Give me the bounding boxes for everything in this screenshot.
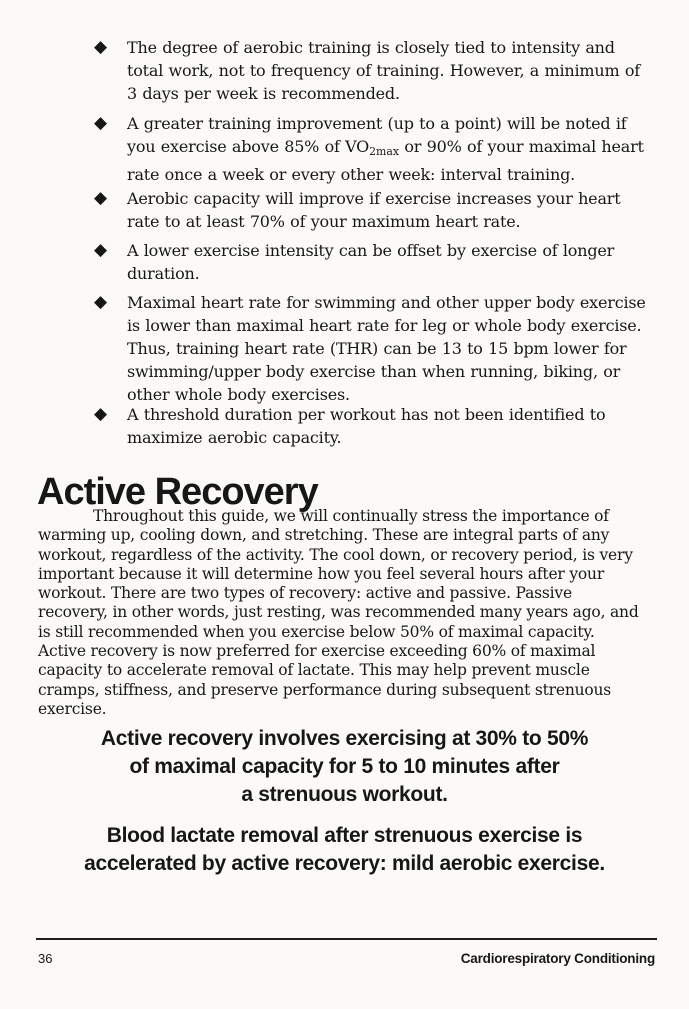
section-heading: Active Recovery: [37, 471, 318, 514]
bullet-text: [127, 291, 646, 406]
text-line: swimming/upper body exercise than when running, biking, or: [127, 362, 621, 381]
bullet-text: [127, 239, 614, 285]
text-line: Maximal heart rate for swimming and other upper body exercise: [127, 293, 646, 312]
text-line: of maximal capacity for 5 to 10 minutes after: [129, 755, 560, 778]
text-line: rate to at least 70% of your maximum heart rate.: [127, 212, 521, 231]
bullet-item: [94, 403, 605, 449]
chapter-title: Cardiorespiratory Conditioning: [460, 951, 655, 966]
text-line: Active recovery is now preferred for exercise exceeding 60% of maximal: [38, 642, 596, 661]
text-line: total work, not to frequency of training. However, a minimum of: [127, 61, 640, 80]
body-paragraph: [38, 507, 656, 719]
diamond-bullet-icon: ◆: [94, 240, 108, 260]
text-line: 3 days per week is recommended.: [127, 84, 400, 103]
text-segment: or 90% of your maximal heart: [398, 137, 644, 156]
bullet-item: [94, 36, 640, 105]
page-number: 36: [38, 951, 53, 966]
text-line: capacity to accelerate removal of lactate. This may help prevent muscle: [38, 661, 590, 680]
text-line: exercise.: [38, 699, 107, 718]
text-line: workout, regardless of the activity. The cool down, or recovery period, is very: [38, 545, 633, 564]
text-line: recovery, in other words, just resting, was recommended many years ago, and: [38, 603, 639, 622]
text-line: warming up, cooling down, and stretching. These are integral parts of any: [38, 526, 610, 545]
footer-rule: [36, 938, 657, 940]
text-line: rate once a week or every other week: interval training.: [127, 165, 575, 185]
text-line: maximize aerobic capacity.: [127, 428, 342, 447]
text-line: is lower than maximal heart rate for leg or whole body exercise.: [127, 316, 642, 335]
bullet-text: [127, 403, 605, 449]
text-line: Active recovery involves exercising at 30% to 50%: [100, 727, 589, 750]
diamond-bullet-icon: ◆: [94, 113, 108, 133]
text-line: a strenuous workout.: [241, 783, 448, 806]
text-line: Blood lactate removal after strenuous exercise is: [106, 824, 583, 847]
text-line: Throughout this guide, we will continually stress the importance of: [93, 507, 609, 525]
bullet-item: [94, 291, 646, 406]
callout-statement: [0, 725, 689, 809]
text-line: A lower exercise intensity can be offset by exercise of longer: [127, 241, 615, 260]
subscript-text: 2max: [369, 145, 399, 159]
bullet-text: [127, 112, 644, 186]
text-line: Thus, training heart rate (THR) can be 13 to 15 bpm lower for: [127, 339, 627, 358]
text-line: important because it will determine how you feel several hours after your: [38, 564, 605, 583]
bullet-item: [94, 112, 644, 186]
text-line: duration.: [127, 264, 200, 283]
text-line: accelerated by active recovery: mild aerobic exercise.: [84, 852, 605, 875]
text-line: is still recommended when you exercise below 50% of maximal capacity.: [38, 622, 595, 641]
bullet-item: [94, 187, 620, 233]
text-line: cramps, stiffness, and preserve performance during subsequent strenuous: [38, 680, 612, 699]
bullet-text: [127, 36, 640, 105]
text-segment: you exercise above 85% of VO: [127, 137, 370, 156]
text-line: A threshold duration per workout has not been identified to: [127, 405, 606, 424]
text-line: Aerobic capacity will improve if exercise increases your heart: [127, 189, 621, 208]
callout-statement: [0, 822, 689, 878]
text-line: workout. There are two types of recovery: active and passive. Passive: [38, 584, 572, 603]
text-line: other whole body exercises.: [127, 385, 350, 404]
bullet-item: [94, 239, 614, 285]
diamond-bullet-icon: ◆: [94, 292, 108, 312]
text-line: The degree of aerobic training is closely tied to intensity and: [127, 38, 615, 57]
text-line: A greater training improvement (up to a point) will be noted if: [127, 114, 627, 133]
text-line: [127, 135, 644, 163]
diamond-bullet-icon: ◆: [94, 404, 108, 424]
diamond-bullet-icon: ◆: [94, 37, 108, 57]
diamond-bullet-icon: ◆: [94, 188, 108, 208]
bullet-text: [127, 187, 620, 233]
